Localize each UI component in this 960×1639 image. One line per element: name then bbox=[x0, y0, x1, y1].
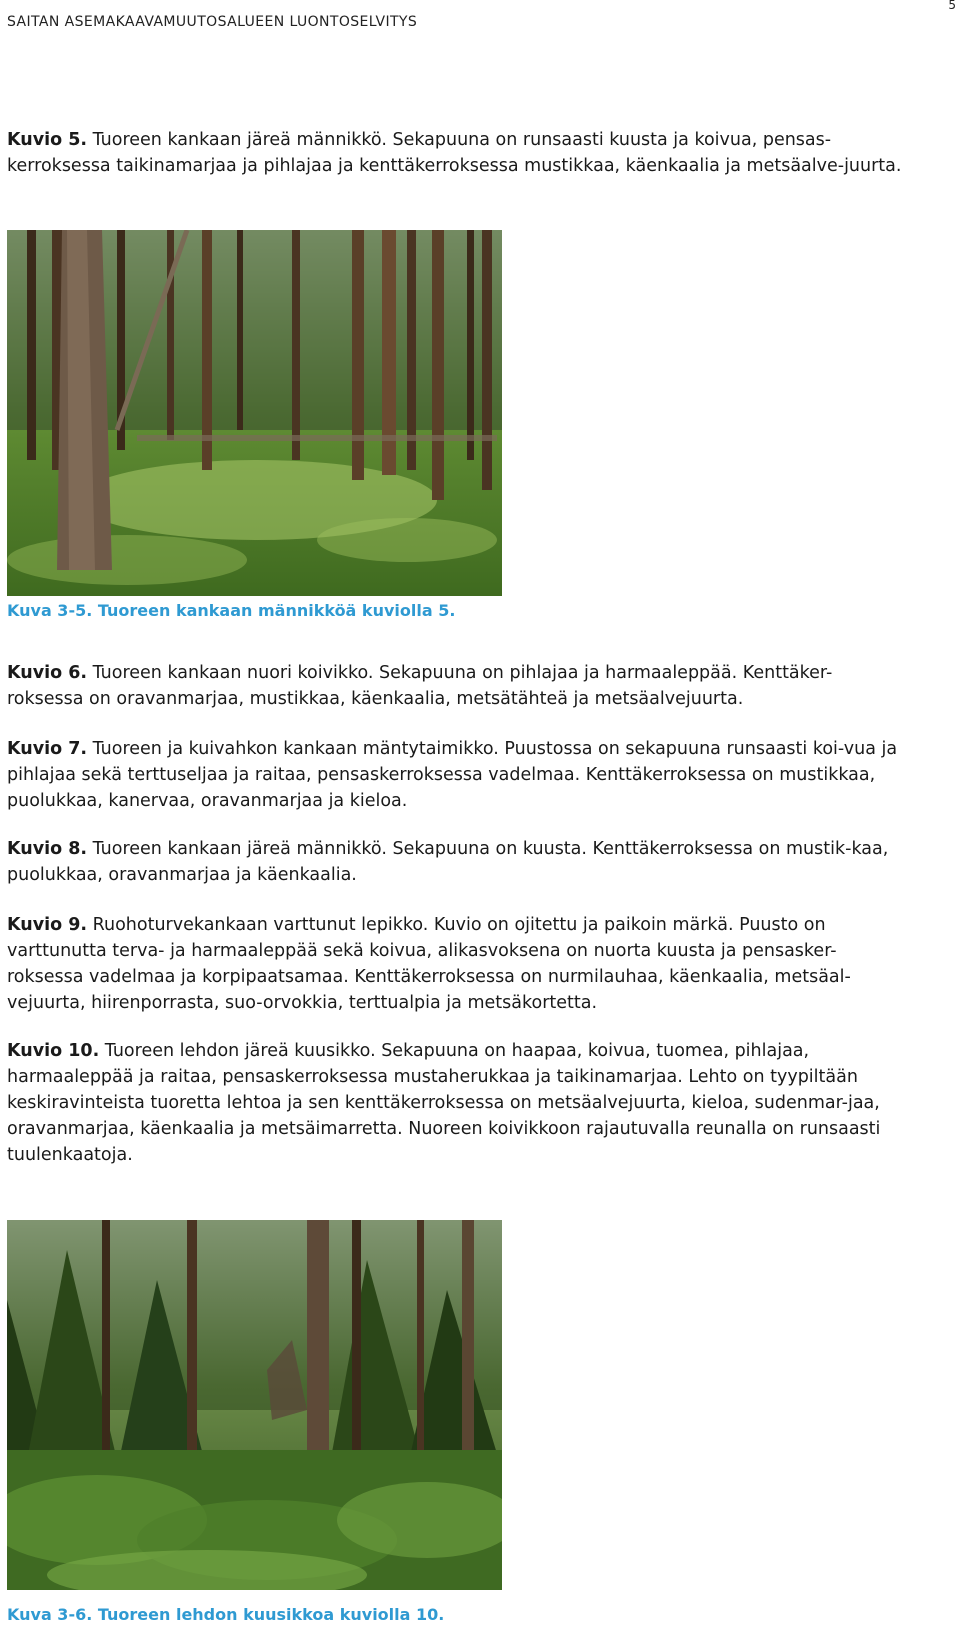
kuvio-label: Kuvio 9. bbox=[7, 915, 88, 935]
forest-photo-kuvio-5 bbox=[7, 230, 502, 596]
kuvio-text: Ruohoturvekankaan varttunut lepikko. Kuvio on ojitettu ja paikoin märkä. Puusto on varttunutta terva- ja harmaaleppää sekä koivua, alikasvoksena on nuorta kuusta ja pensasker-roksessa vadelmaa ja korpipaatsamaa. Kenttäkerroksessa on nurmilauhaa, käenkaalia, metsäal-vejuurta, hiirenporrasta, suo-orvokkia, terttualpia ja metsäkortetta. bbox=[7, 915, 851, 1013]
kuvio-8-paragraph bbox=[7, 836, 907, 888]
forest-photo-kuvio-10 bbox=[7, 1220, 502, 1590]
kuvio-text: Tuoreen lehdon järeä kuusikko. Sekapuuna on haapaa, koivua, tuomea, pihlajaa, harmaaleppää ja raitaa, pensaskerroksessa mustaherukkaa ja taikinamarjaa. Lehto on tyypiltään keskiravinteista tuoretta lehtoa ja sen kenttäkerroksessa on metsäalvejuurta, kieloa, sudenmar-jaa, oravanmarjaa, käenkaalia ja metsäimarretta. Nuoreen koivikkoon rajautuvalla reunalla on runsaasti tuulenkaatoja. bbox=[7, 1041, 881, 1165]
kuvio-10-paragraph bbox=[7, 1038, 907, 1168]
figure-caption-3-6: Kuva 3-6. Tuoreen lehdon kuusikkoa kuviolla 10. bbox=[7, 1605, 445, 1624]
kuvio-9-paragraph bbox=[7, 912, 907, 1016]
kuvio-5-paragraph bbox=[7, 127, 907, 179]
running-header: SAITAN ASEMAKAAVAMUUTOSALUEEN LUONTOSELVITYS bbox=[7, 14, 418, 30]
kuvio-label: Kuvio 7. bbox=[7, 739, 88, 759]
kuvio-label: Kuvio 5. bbox=[7, 130, 88, 150]
kuvio-7-paragraph bbox=[7, 736, 907, 814]
kuvio-text: Tuoreen kankaan järeä männikkö. Sekapuuna on kuusta. Kenttäkerroksessa on mustik-kaa, puolukkaa, oravanmarjaa ja käenkaalia. bbox=[7, 839, 889, 885]
kuvio-text: Tuoreen ja kuivahkon kankaan mäntytaimikko. Puustossa on sekapuuna runsaasti koi-vua ja pihlajaa sekä terttuseljaa ja raitaa, pensaskerroksessa vadelmaa. Kenttäkerroksessa on mustikkaa, puolukkaa, kanervaa, oravanmarjaa ja kieloa. bbox=[7, 739, 898, 811]
kuvio-label: Kuvio 6. bbox=[7, 663, 88, 683]
kuvio-label: Kuvio 10. bbox=[7, 1041, 100, 1061]
kuvio-label: Kuvio 8. bbox=[7, 839, 88, 859]
pine-forest-illustration bbox=[7, 230, 502, 596]
page-number: 5 bbox=[948, 0, 956, 12]
kuvio-6-paragraph bbox=[7, 660, 907, 712]
spruce-forest-illustration bbox=[7, 1220, 502, 1590]
figure-caption-3-5: Kuva 3-5. Tuoreen kankaan männikköä kuviolla 5. bbox=[7, 601, 456, 620]
kuvio-text: Tuoreen kankaan nuori koivikko. Sekapuuna on pihlajaa ja harmaaleppää. Kenttäker-roksessa on oravanmarjaa, mustikkaa, käenkaalia, metsätähteä ja metsäalvejuurta. bbox=[7, 663, 833, 709]
kuvio-text: Tuoreen kankaan järeä männikkö. Sekapuuna on runsaasti kuusta ja koivua, pensas-kerroksessa taikinamarjaa ja pihlajaa ja kenttäkerroksessa mustikkaa, käenkaalia ja metsäalve-juurta. bbox=[7, 130, 902, 176]
